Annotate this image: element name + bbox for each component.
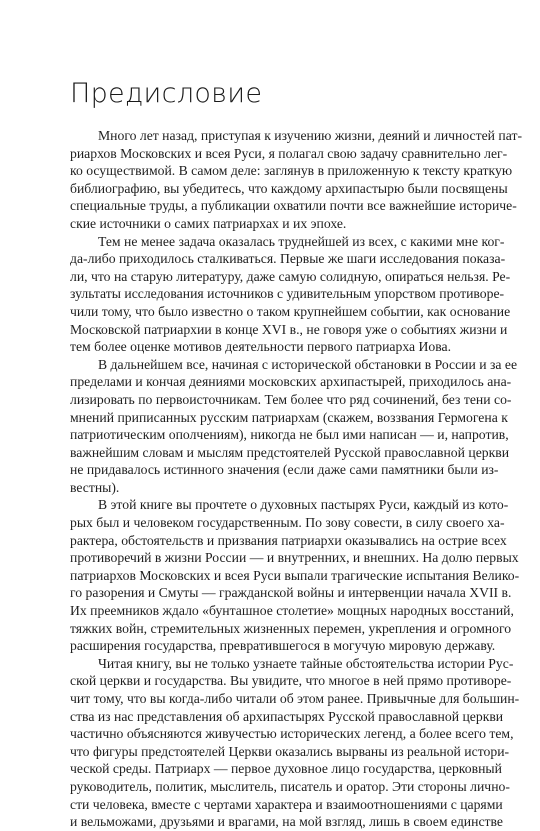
text-line: ческой среды. Патриарх — первое духовное лицо государства, церковный: [70, 761, 502, 777]
text-line: го разорения и Смуты — гражданской войны и интервенции начала XVII в.: [70, 585, 512, 601]
paragraph: [70, 655, 520, 831]
text-line: Читая книгу, вы не только узнаете тайные обстоятельства истории Рус-: [98, 655, 514, 671]
text-line: Их преемников ждало «бунташное столетие» мощных народных восстаний,: [70, 603, 514, 619]
text-line: ства из нас представления об архипастырях Русской православной церкви: [70, 708, 504, 724]
text-line: сти человека, вместе с чертами характера и взаимоотношениями с царями: [70, 796, 503, 812]
paragraph: [70, 356, 518, 497]
text-line: ской церкви и государства. Вы увидите, что многое в ней прямо противоре-: [70, 673, 512, 689]
text-line: противоречий в жизни России — и внутренних, и внешних. На долю первых: [70, 550, 519, 566]
paragraph: [70, 233, 511, 356]
text-line: Московской патриархии в конце XVI в., не говоря уже о событиях жизни и: [70, 321, 508, 337]
text-line: чит тому, что вы когда-либо читали об этом ранее. Привычные для большин-: [70, 691, 520, 706]
text-line: не придавалось истинного значения (если даже сами памятники были из-: [70, 462, 499, 478]
text-line: пределами и кончая деяниями московских архипастырей, приходилось ана-: [70, 374, 512, 390]
text-line: важнейшим словам и мыслям предстоятелей Русской православной церкви: [70, 444, 510, 460]
text-line: риархов Московских и всея Руси, я полагал свою задачу сравнительно лег-: [70, 145, 508, 161]
text-line: что фигуры предстоятелей Церкви оказались вырваны из реальной истори-: [70, 743, 510, 759]
text-line: да-либо приходилось сталкиваться. Первые же шаги исследования показа-: [70, 251, 506, 267]
text-line: В этой книге вы прочтете о духовных пастырях Руси, каждый из кото-: [98, 497, 509, 513]
page-title: Предисловие: [70, 78, 263, 109]
text-line: ко осуществимой. В самом деле: заглянув в приложенную к тексту краткую: [70, 163, 513, 179]
paragraph: [70, 496, 520, 654]
text-line: ские источники о самих патриархах и их эпохе.: [70, 215, 347, 231]
text-line: патриотическим ополчениям), никогда не был ими написан — и, напротив,: [70, 427, 509, 443]
text-line: тяжких войн, стремительных жизненных перемен, укрепления и огромного: [70, 620, 512, 636]
text-line: руководитель, политик, мыслитель, писатель и оратор. Эти стороны лично-: [70, 778, 510, 794]
text-line: зультаты исследования источников с удивительным упорством противоре-: [70, 286, 505, 302]
text-line: специальные труды, а публикации охватили почти все важнейшие историче-: [70, 198, 517, 214]
text-line: мнений приписанных русским патриархам (скажем, воззвания Гермогена к: [70, 409, 508, 425]
text-line: Тем не менее задача оказалась труднейшей из всех, с какими мне ког-: [98, 233, 505, 249]
text-line: тем более оценке мотивов деятельности первого патриарха Иова.: [70, 339, 451, 355]
text-line: В дальнейшем все, начиная с исторической обстановки в России и за ее: [98, 356, 518, 372]
text-line: чили тому, что было известно о таком крупнейшем событии, как основание: [70, 303, 511, 319]
text-line: Много лет назад, приступая к изучению жизни, деяний и личностей пат-: [98, 128, 522, 143]
body-text: [70, 127, 522, 831]
text-line: частично объясняются живучестью исторических легенд, а более всего тем,: [70, 726, 514, 742]
text-line: рых был и человеком государственным. По зову совести, в силу своего ха-: [70, 515, 505, 531]
text-line: библиографию, вы убедитесь, что каждому архипастырю были посвящены: [70, 180, 508, 196]
paragraph: [70, 127, 522, 233]
text-line: ли, что на старую литературу, даже самую солидную, опираться нельзя. Ре-: [70, 268, 511, 284]
text-line: рактера, обстоятельств и призвания патриархи оказывались на острие всех: [70, 532, 507, 548]
text-line: и вельможами, друзьями и врагами, на мой взгляд, лишь в своем единстве: [70, 814, 503, 830]
text-line: расширения государства, превратившегося в могучую мировую державу.: [70, 638, 496, 654]
text-line: патриархов Московских и всея Руси выпали трагические испытания Велико-: [70, 567, 520, 583]
text-line: вестны).: [70, 479, 120, 495]
text-line: лизировать по первоисточникам. Тем более что ряд сочинений, без тени со-: [70, 391, 512, 407]
